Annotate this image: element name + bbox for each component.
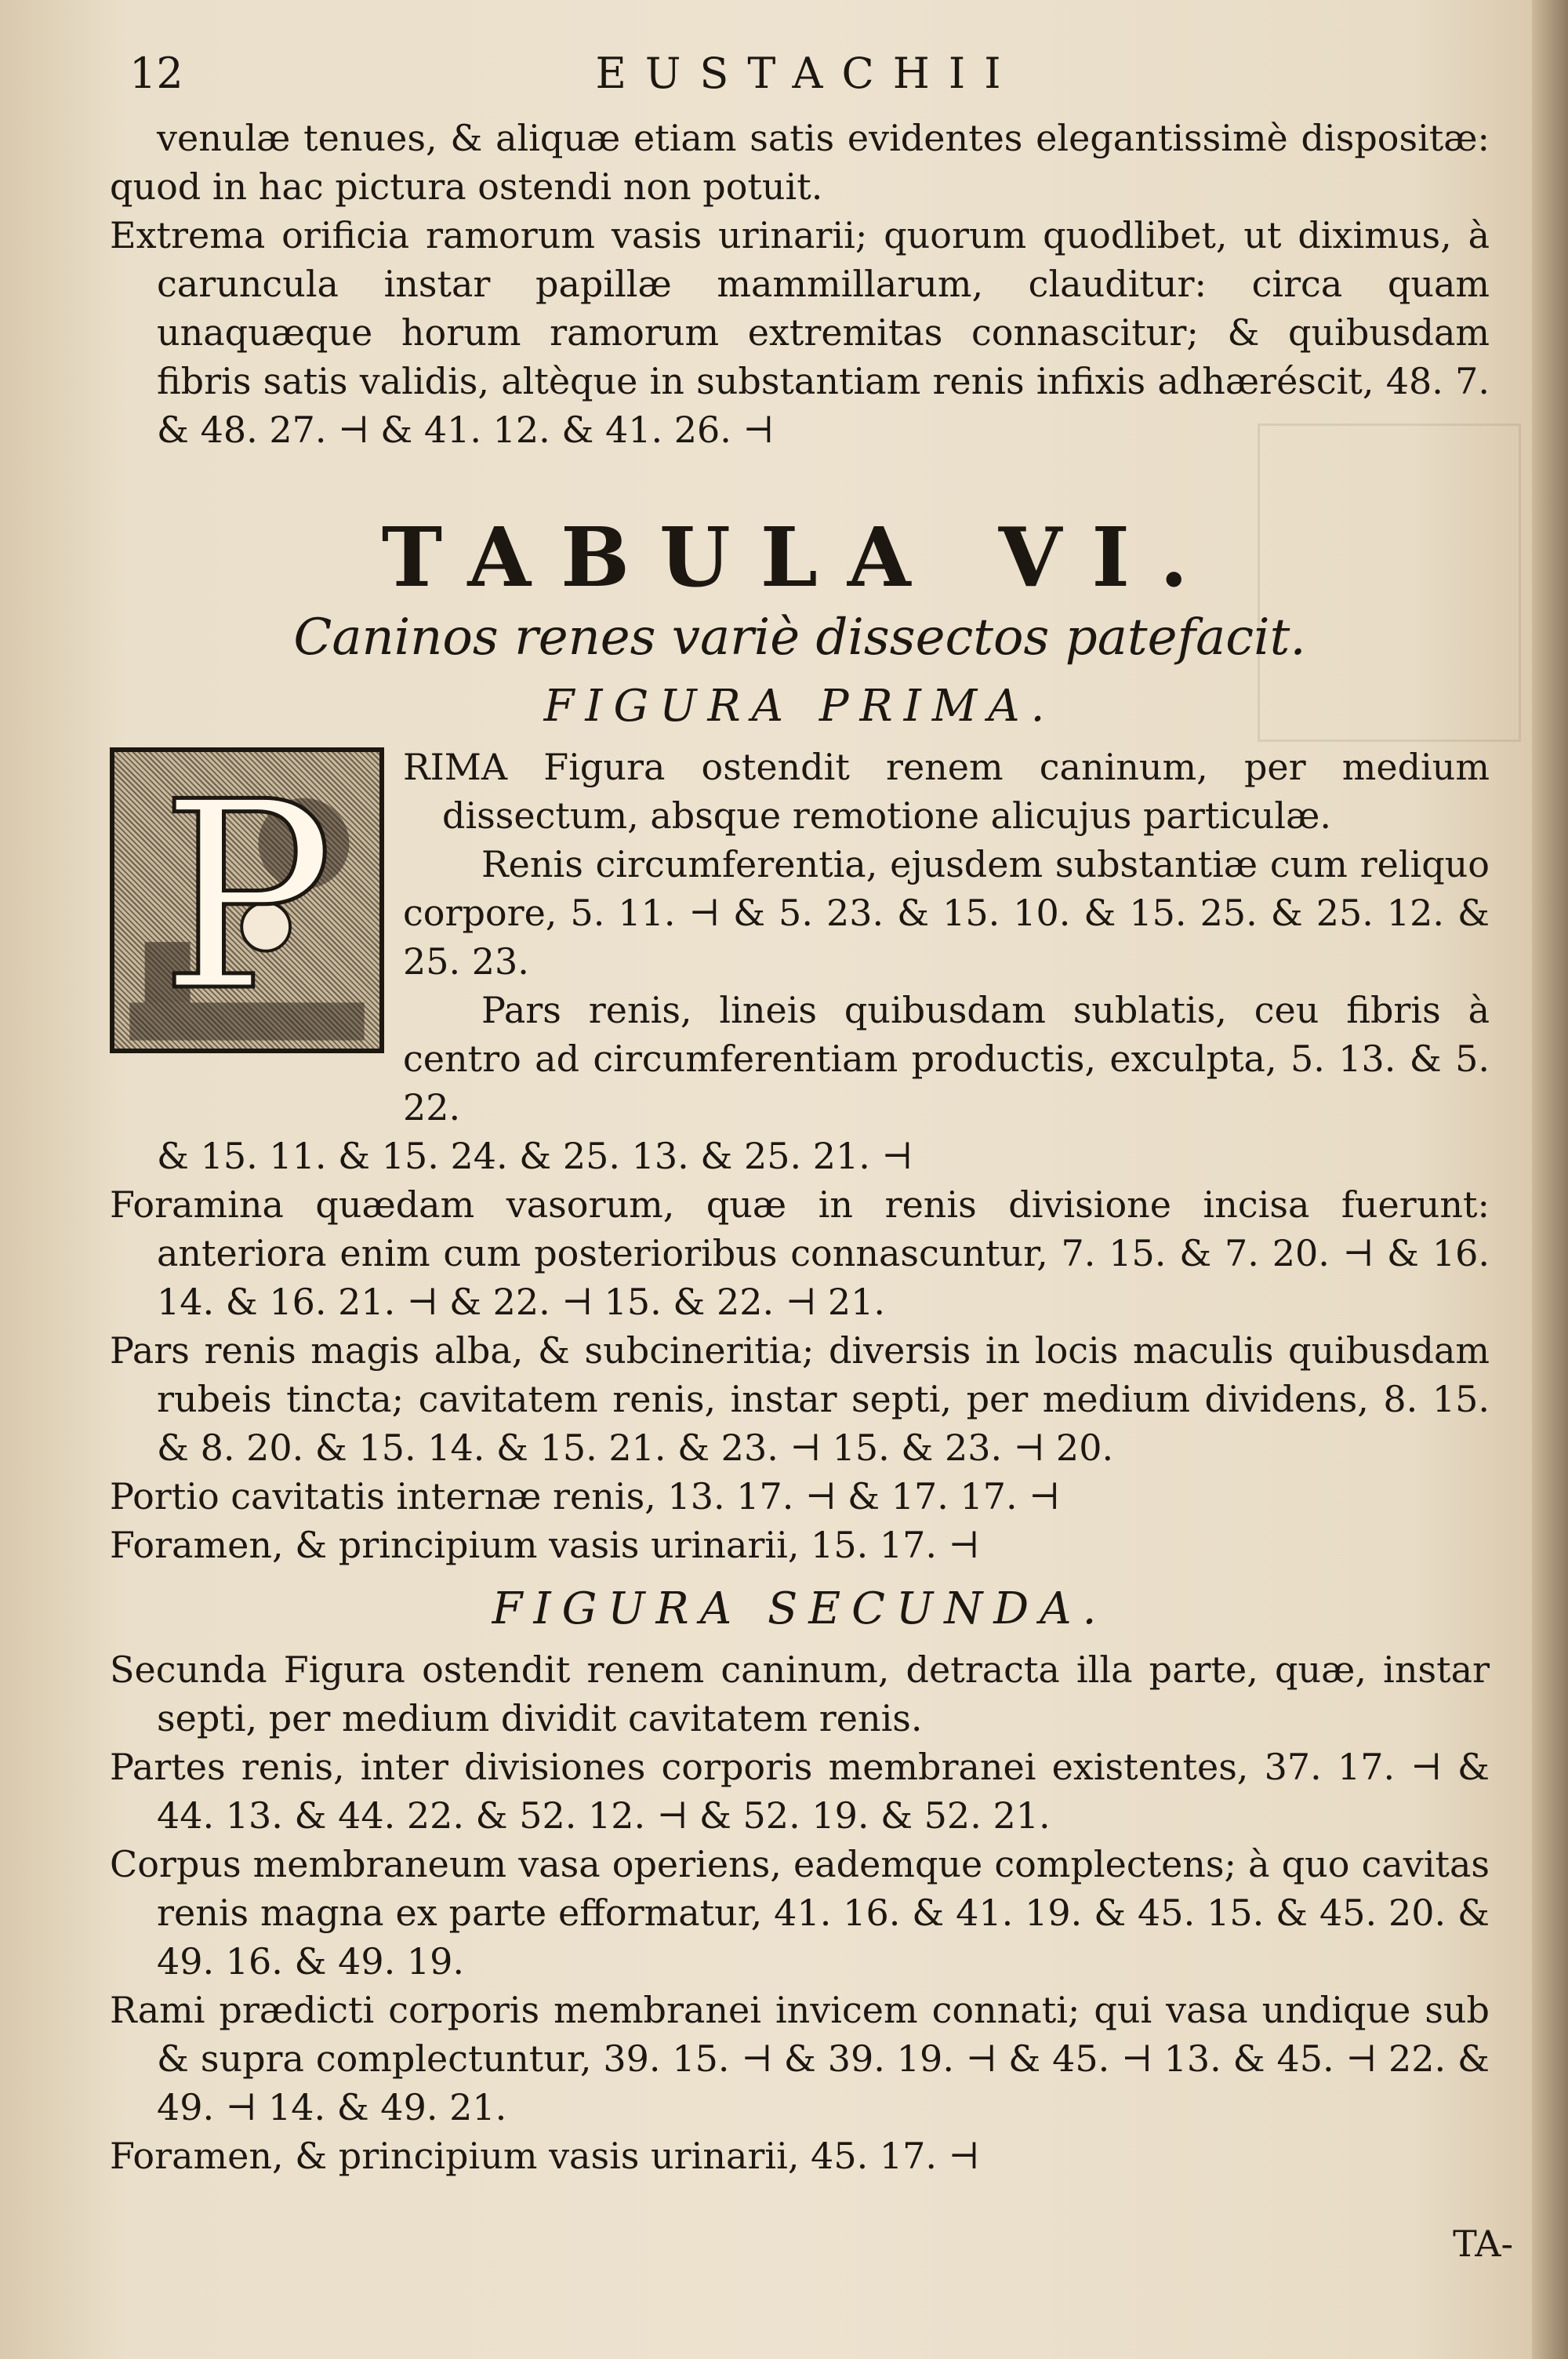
figura-secunda-item-corpus: Corpus membraneum vasa operiens, eademque complectens; à quo cavitas renis magna ex parte efformatur, 41. 16. & 41. 19. & 45. 15. & 45. 20. & 49. 16. & 49. 19.: [110, 1843, 1490, 1983]
running-title: EUSTACHII: [595, 49, 1020, 98]
figura-prima-intro: RIMA Figura ostendit renem caninum, per medium dissectum, absque remotione alicujus particulæ.: [403, 746, 1490, 837]
intro-paragraph-2: Extrema orificia ramorum vasis urinarii; quorum quodlibet, ut diximus, à caruncula instar papillæ mammillarum, clauditur: circa quam unaquæque horum ramorum extremitas connascitur; & quibusdam fibris satis validis, altèque in substantiam renis infixis adhæréscit, 48. 7. & 48. 27. ⊣ & 41. 12. & 41. 26. ⊣: [110, 214, 1490, 451]
catchword: TA-: [1453, 2223, 1513, 2265]
drop-cap-ornament: [110, 747, 384, 1053]
book-gutter: [1532, 0, 1568, 2359]
figura-prima-item-pars-renis: Pars renis, lineis quibusdam sublatis, ceu fibris à centro ad circumferentiam productis, exculpta, 5. 13. & 5. 22.: [403, 989, 1490, 1129]
page-body: [110, 114, 1490, 2180]
figura-secunda-item-rami: Rami prædicti corporis membranei invicem connati; qui vasa undique sub & supra complectuntur, 39. 15. ⊣ & 39. 19. ⊣ & 45. ⊣ 13. & 45. ⊣ 22. & 49. ⊣ 14. & 49. 21.: [110, 1989, 1490, 2128]
drop-cap-block: [110, 743, 1490, 1132]
figura-prima-continuation: & 15. 11. & 15. 24. & 25. 13. & 25. 21. ⊣: [157, 1135, 913, 1177]
tabula-subtitle: Caninos renes variè dissectos patefacit.: [293, 609, 1306, 667]
figura-secunda-item-partes: Partes renis, inter divisiones corporis membranei existentes, 37. 17. ⊣ & 44. 13. & 44. 22. & 52. 12. ⊣ & 52. 19. & 52. 21.: [110, 1746, 1490, 1837]
figura-prima-item-pars-alba: Pars renis magis alba, & subcineritia; diversis in locis maculis quibusdam rubeis tincta; cavitatem renis, instar septi, per medium dividens, 8. 15. & 8. 20. & 15. 14. & 15. 21. & 23. ⊣ 15. & 23. ⊣ 20.: [110, 1329, 1490, 1469]
figura-prima-item-foramina: Foramina quædam vasorum, quæ in renis divisione incisa fuerunt: anteriora enim cum posterioribus connascuntur, 7. 15. & 7. 20. ⊣ & 16. 14. & 16. 21. ⊣ & 22. ⊣ 15. & 22. ⊣ 21.: [110, 1183, 1490, 1323]
drop-cap-letter: P: [159, 747, 335, 1048]
figura-prima-item-foramen: Foramen, & principium vasis urinarii, 15. 17. ⊣: [110, 1524, 980, 1566]
figura-prima-item-portio: Portio cavitatis internæ renis, 13. 17. ⊣ & 17. 17. ⊣: [110, 1475, 1060, 1518]
figura-prima-item-circumferentia: Renis circumferentia, ejusdem substantiæ cum reliquo corpore, 5. 11. ⊣ & 5. 23. & 15. 10. & 15. 25. & 25. 12. & 25. 23.: [403, 843, 1490, 983]
drop-cap-text: [403, 743, 1490, 1132]
figura-secunda-heading: FIGURA SECUNDA.: [492, 1583, 1108, 1634]
page-number: 12: [129, 49, 183, 98]
figura-prima-heading: FIGURA PRIMA.: [543, 681, 1056, 732]
intro-paragraph-1: venulæ tenues, & aliquæ etiam satis evidentes elegantissimè dispositæ: quod in hac pictura ostendi non potuit.: [110, 117, 1490, 208]
figura-secunda-item-foramen: Foramen, & principium vasis urinarii, 45. 17. ⊣: [110, 2135, 980, 2177]
tabula-title: TABULA VI.: [381, 509, 1218, 605]
page-header: [129, 49, 1486, 111]
figura-secunda-intro: Secunda Figura ostendit renem caninum, detracta illa parte, quæ, instar septi, per medium dividit cavitatem renis.: [110, 1648, 1490, 1739]
